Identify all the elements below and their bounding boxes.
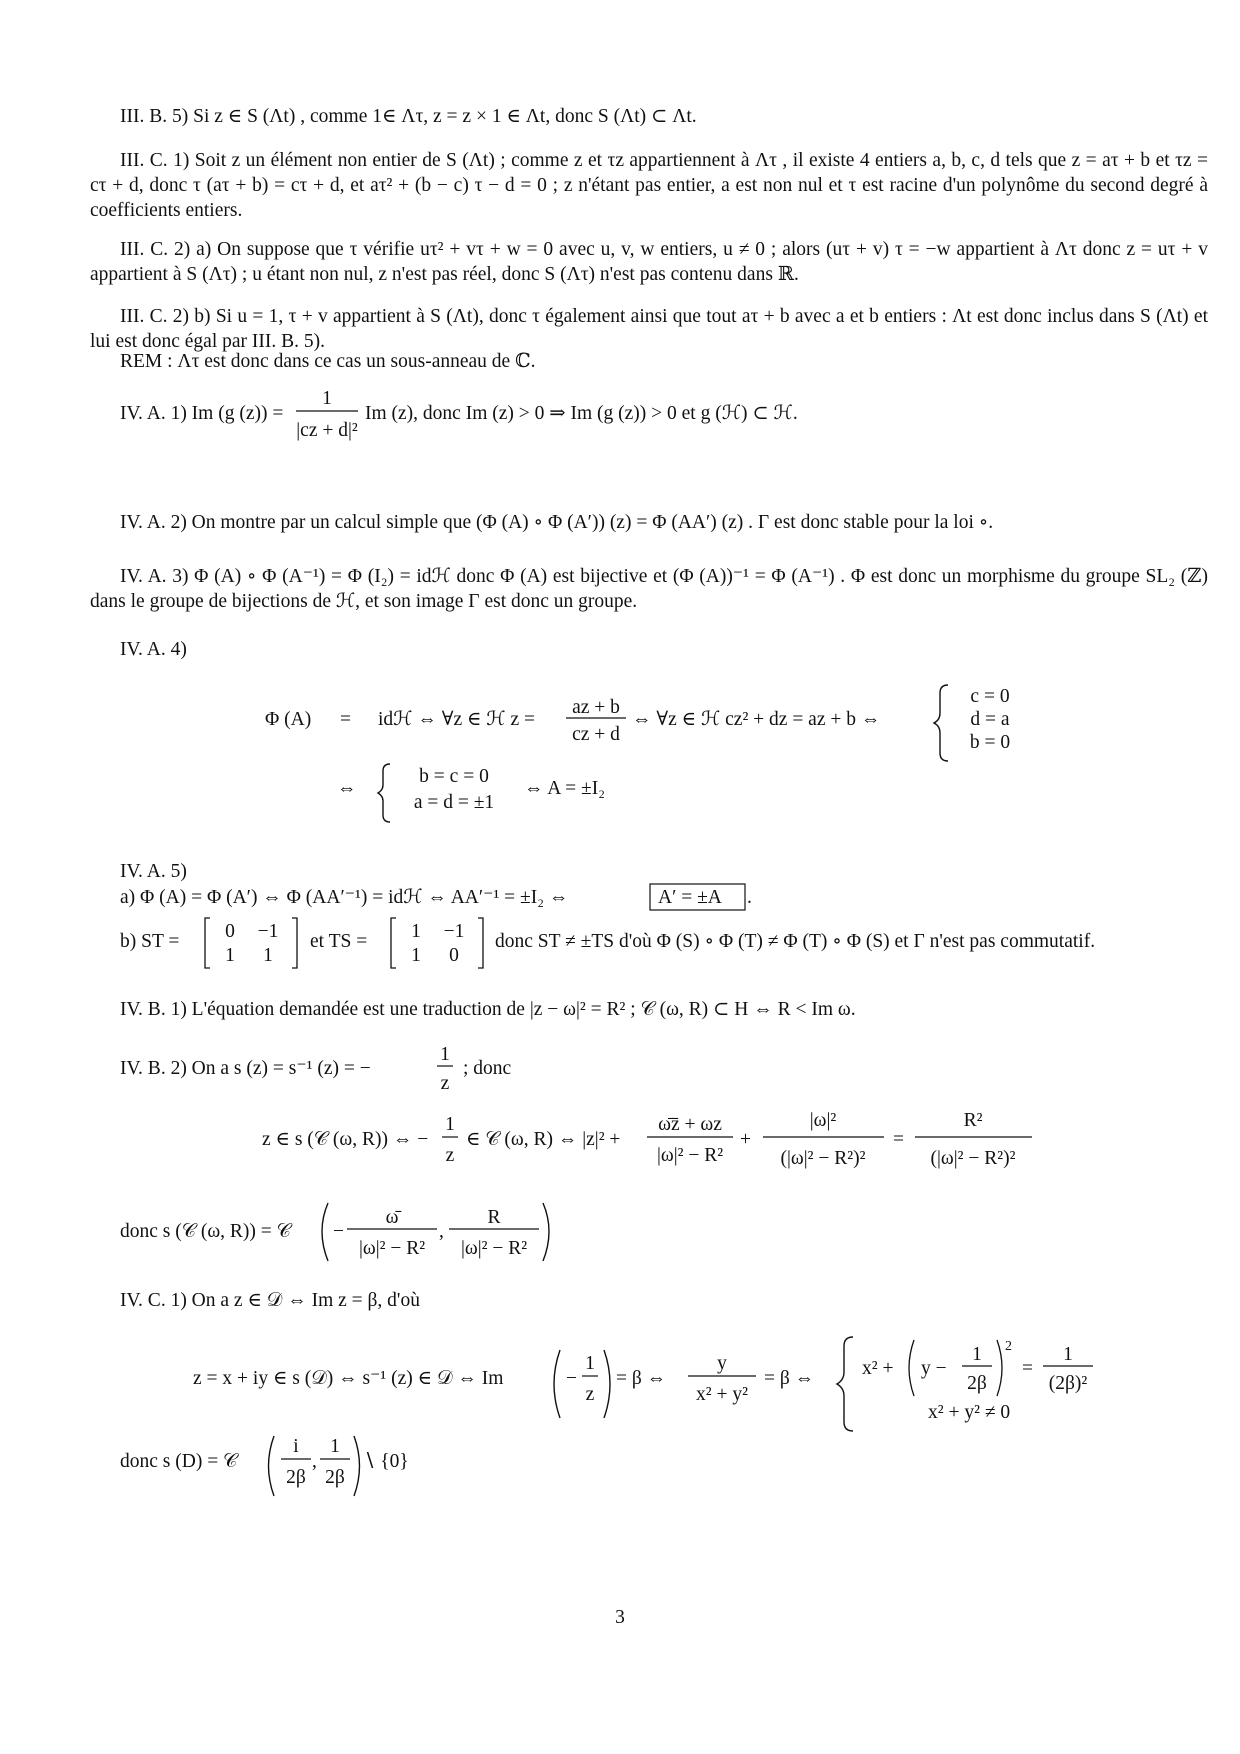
result-b2-f1-num: ω̄ [385, 1207, 399, 1228]
eq-c1-right-paren [604, 1350, 610, 1418]
eq-b2-f1-den: z [445, 1145, 455, 1166]
result-c1-f1-num: i [293, 1436, 299, 1457]
result-b2-comma: , [439, 1221, 444, 1242]
iv-a5b-label: b) ST = [120, 931, 180, 952]
matrix-ts-a11: 1 [411, 921, 421, 942]
eq-c1-sys2: x² + y² ≠ 0 [928, 1402, 1011, 1423]
eq-a4-equiv: ⇔ [337, 778, 357, 799]
iv-a1-label: IV. A. 1) Im (g (z)) = [120, 403, 284, 424]
eq-a4-part1: idℋ ⇔ ∀z ∈ ℋ z = [378, 709, 535, 730]
result-c1-left-paren [269, 1436, 275, 1496]
eq-a4-eqsign: = [340, 709, 351, 730]
result-c1-f2-den: 2β [325, 1467, 345, 1488]
matrix-st-left-bracket [205, 918, 210, 968]
eq-b2-f4-den: (|ω|² − R²)² [930, 1148, 1016, 1169]
result-b2-f1-den: |ω|² − R² [358, 1238, 426, 1259]
eq-c1-f2-den: x² + y² [696, 1384, 748, 1405]
page-number: 3 [615, 1607, 625, 1628]
iv-a5-label: IV. A. 5) [120, 861, 187, 882]
eq-c1-sys1-right-paren [997, 1340, 1002, 1396]
result-c1-f2-num: 1 [330, 1436, 340, 1457]
eq-c1-f1-num: 1 [585, 1353, 595, 1374]
result-c1-right-paren [354, 1436, 360, 1496]
iv-b2-donc: ; donc [463, 1058, 512, 1079]
result-b2-f2-den: |ω|² − R² [460, 1238, 528, 1259]
eq-a4-tail: ⇔ A = ±I₂ [524, 778, 606, 799]
iv-c1-label: IV. C. 1) On a z ∈ 𝒟 ⇔ Im z = β, d'où [120, 1290, 420, 1311]
eq-c1-left-paren [554, 1350, 560, 1418]
iv-a5a-boxed: A′ = ±A [658, 887, 722, 908]
eq-c1-minus: − [566, 1368, 577, 1389]
matrix-ts-a22: 0 [449, 945, 459, 966]
iv-a1-frac-num: 1 [322, 388, 332, 409]
matrix-st-right-bracket [292, 918, 297, 968]
eq-a4-brace1 [934, 685, 948, 761]
iv-a1-rest: Im (z), donc Im (z) > 0 ⇒ Im (g (z)) > 0 et g (ℋ) ⊂ ℋ. [365, 403, 798, 424]
paragraph-iv-a3: IV. A. 3) Φ (A) ∘ Φ (A⁻¹) = Φ (I₂) = idℋ donc Φ (A) est bijective et (Φ (A))⁻¹ = Φ (A⁻¹) . Φ est donc un morphisme du groupe SL₂ (ℤ) dans le groupe de bijections de ℋ, et son image Γ est donc un groupe. [90, 566, 1208, 612]
eq-b2-plus: + [740, 1129, 751, 1150]
iv-b2-result-label: donc s (𝒞 (ω, R)) = 𝒞 [120, 1221, 291, 1242]
iv-b2-frac-den: z [440, 1073, 450, 1094]
eq-a4-frac-den: cz + d [572, 724, 620, 745]
eq-a4-sys1-line1: c = 0 [970, 686, 1010, 707]
eq-b2-lhs: z ∈ s (𝒞 (ω, R)) ⇔ − [262, 1129, 429, 1150]
result-c1-comma: , [312, 1451, 317, 1472]
paragraph-iii-c2a: III. C. 2) a) On suppose que τ vérifie uτ² + vτ + w = 0 avec u, v, w entiers, u ≠ 0 ; alors (uτ + v) τ = −w appartient à Λτ donc z = uτ + v appartient à S (Λτ) ; u étant non nul, z n'est pas réel, donc S (Λτ) n'est pas contenu dans ℝ. [90, 239, 1208, 285]
matrix-st-a12: −1 [257, 921, 279, 942]
iv-b2-label: IV. B. 2) On a s (z) = s⁻¹ (z) = − [120, 1058, 371, 1079]
iv-a4-label: IV. A. 4) [120, 639, 187, 660]
matrix-ts-a21: 1 [411, 945, 421, 966]
eq-a4-sys2-line2: a = d = ±1 [413, 792, 495, 813]
paragraph-rem: REM : Λτ est donc dans ce cas un sous-anneau de ℂ. [120, 351, 536, 372]
matrix-st-a11: 0 [225, 921, 235, 942]
eq-c1-sys1-eq: = [1022, 1358, 1033, 1379]
paragraph-iii-b5: III. B. 5) Si z ∈ S (Λt) , comme 1∈ Λτ, z = z × 1 ∈ Λt, donc S (Λt) ⊂ Λt. [120, 106, 697, 127]
eq-c1-brace [837, 1337, 853, 1431]
result-c1-setminus: ∖ {0} [363, 1451, 409, 1472]
eq-c1-sys1-square: 2 [1005, 1339, 1012, 1354]
eq-a4-sys1-line3: b = 0 [969, 732, 1011, 753]
eq-a4-lhs: Φ (A) [265, 709, 312, 730]
iv-b2-frac-num: 1 [440, 1044, 450, 1065]
paragraph-iii-c1: III. C. 1) Soit z un élément non entier de S (Λt) ; comme z et τz appartiennent à Λτ , il existe 4 entiers a, b, c, d tels que z = aτ + b et τz = cτ + d, donc τ (aτ + b) = cτ + d, et aτ² + (b − c) τ − d = 0 ; z n'étant pas entier, a est non nul et τ est racine d'un polynôme du second degré à coefficients entiers. [90, 150, 1208, 221]
result-b2-right-paren [543, 1203, 549, 1261]
eq-b2-f2-den: |ω|² − R² [656, 1145, 724, 1166]
iv-a2-text: IV. A. 2) On montre par un calcul simple que (Φ (A) ∘ Φ (A′)) (z) = Φ (AA′) (z) . Γ est donc stable pour la loi ∘. [120, 512, 994, 533]
eq-b2-f3-num: |ω|² [809, 1110, 837, 1131]
eq-b2-f3-den: (|ω|² − R²)² [780, 1148, 866, 1169]
eq-c1-sys1-f-num: 1 [972, 1344, 982, 1365]
matrix-st-a22: 1 [263, 945, 273, 966]
eq-c1-mid: = β ⇔ [616, 1368, 667, 1389]
result-c1-f1-den: 2β [286, 1467, 306, 1488]
eq-c1-sys1-left-paren [909, 1340, 914, 1396]
eq-b2-f2-num: ω̄z̄ + ωz [658, 1114, 722, 1135]
iv-a5b-and: et TS = [310, 931, 368, 952]
paragraph-iii-c2b: III. C. 2) b) Si u = 1, τ + v appartient à S (Λt), donc τ également ainsi que tout aτ + b avec a et b entiers : Λt est donc inclus dans S (Λt) et lui est donc égal par III. B. 5). [90, 306, 1208, 352]
matrix-st-a21: 1 [225, 945, 235, 966]
eq-c1-sys1-r-den: (2β)² [1048, 1373, 1088, 1394]
eq-c1-mid2: = β ⇔ [764, 1368, 815, 1389]
eq-c1-sys1-a: x² + [862, 1358, 894, 1379]
iv-a5a-box [650, 884, 745, 910]
matrix-ts-a12: −1 [443, 921, 465, 942]
iv-a1-frac-den: |cz + d|² [296, 420, 358, 441]
eq-c1-sys1-r-num: 1 [1063, 1344, 1073, 1365]
result-b2-minus: − [333, 1221, 344, 1242]
iv-a5b-conclusion: donc ST ≠ ±TS d'où Φ (S) ∘ Φ (T) ≠ Φ (T) ∘ Φ (S) et Γ n'est pas commutatif. [495, 931, 1096, 952]
eq-a4-brace2 [378, 764, 390, 822]
eq-a4-frac-num: az + b [572, 697, 620, 718]
eq-c1-f2-num: y [717, 1353, 727, 1374]
eq-a4-sys1-line2: d = a [970, 709, 1010, 730]
eq-c1-lhs: z = x + iy ∈ s (𝒟) ⇔ s⁻¹ (z) ∈ 𝒟 ⇔ Im [193, 1368, 504, 1389]
iv-b1-text: IV. B. 1) L'équation demandée est une traduction de |z − ω|² = R² ; 𝒞 (ω, R) ⊂ H ⇔ R < Im ω. [120, 999, 856, 1020]
matrix-ts-right-bracket [478, 918, 483, 968]
iv-c1-result-label: donc s (D) = 𝒞 [120, 1451, 238, 1472]
eq-b2-f4-num: R² [963, 1110, 983, 1131]
eq-a4-sys2-line1: b = c = 0 [419, 766, 489, 787]
eq-b2-eq: = [893, 1129, 904, 1150]
result-b2-f2-num: R [487, 1207, 501, 1228]
matrix-ts-left-bracket [391, 918, 396, 968]
eq-a4-part2: ⇔ ∀z ∈ ℋ cz² + dz = az + b ⇔ [632, 709, 881, 730]
eq-b2-mid1: ∈ 𝒞 (ω, R) ⇔ |z|² + [466, 1129, 621, 1150]
result-b2-left-paren [322, 1203, 328, 1261]
eq-c1-sys1-f-den: 2β [967, 1373, 987, 1394]
iv-a5a-text: a) Φ (A) = Φ (A′) ⇔ Φ (AA′⁻¹) = idℋ ⇔ AA′⁻¹ = ±I₂ ⇔ [120, 887, 569, 908]
iv-a5a-period: . [747, 887, 752, 908]
eq-b2-f1-num: 1 [445, 1114, 455, 1135]
eq-c1-f1-den: z [585, 1384, 595, 1405]
eq-c1-sys1-y: y − [921, 1358, 947, 1379]
